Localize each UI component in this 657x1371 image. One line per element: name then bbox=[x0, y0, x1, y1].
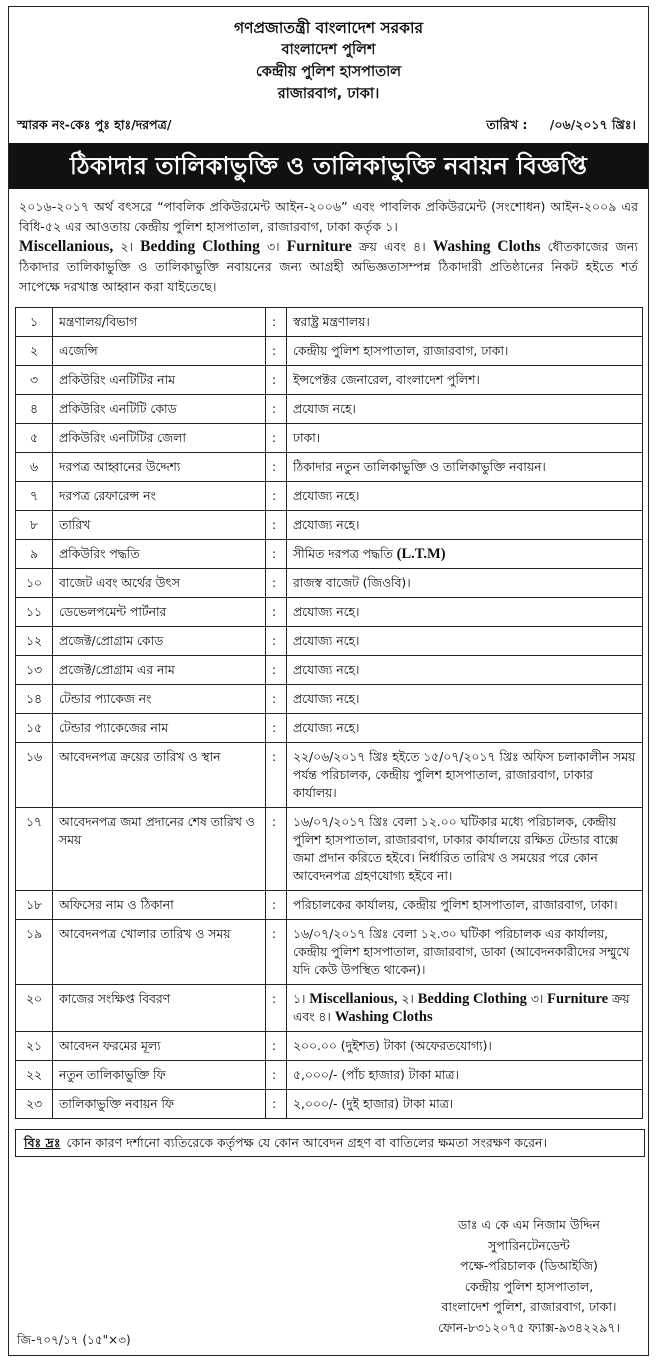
row-value-latin: (L.T.M) bbox=[396, 546, 446, 562]
table-row bbox=[16, 627, 643, 656]
work-item-4: Washing Cloths bbox=[334, 1009, 433, 1025]
row-number: ২২ bbox=[16, 1061, 53, 1090]
row-number: ১৬ bbox=[16, 743, 53, 808]
memo-row bbox=[9, 115, 648, 135]
intro-sep-2: ২। bbox=[113, 239, 141, 254]
table-row bbox=[16, 714, 643, 743]
row-number: ৮ bbox=[16, 511, 53, 540]
date-value: /০৬/২০১৭ খ্রিঃ। bbox=[549, 117, 636, 132]
row-number: ২০ bbox=[16, 985, 53, 1032]
row-number: ১৩ bbox=[16, 656, 53, 685]
table-row bbox=[16, 808, 643, 891]
work-item-2: Bedding Clothing bbox=[417, 991, 527, 1007]
note-text: কোন কারণ দর্শানো ব্যতিরেকে কর্তৃপক্ষ যে কোন আবেদন গ্রহণ বা বাতিলের ক্ষমতা সংরক্ষণ করেন। bbox=[66, 1135, 547, 1150]
intro-paragraph bbox=[9, 189, 648, 297]
table-row bbox=[16, 453, 643, 482]
signatory-title: সুপারিনটেনডেন্ট bbox=[488, 1237, 570, 1253]
row-colon: : bbox=[266, 920, 287, 985]
row-colon: : bbox=[266, 511, 287, 540]
row-label: আবেদনপত্র জমা প্রদানের শেষ তারিখ ও সময় bbox=[53, 808, 266, 891]
table-row bbox=[16, 511, 643, 540]
row-colon: : bbox=[266, 366, 287, 395]
signatory-office: কেন্দ্রীয় পুলিশ হাসপাতাল, bbox=[464, 1278, 594, 1294]
table-row bbox=[16, 656, 643, 685]
table-row bbox=[16, 366, 643, 395]
row-label: প্রজেক্ট/প্রোগ্রাম কোড bbox=[53, 627, 266, 656]
table-row bbox=[16, 743, 643, 808]
table-row bbox=[16, 395, 643, 424]
row-value: ২,০০০/- (দুই হাজার) টাকা মাত্র। bbox=[287, 1090, 643, 1119]
row-label: অফিসের নাম ও ঠিকানা bbox=[53, 891, 266, 920]
advertisement-code: জি-৭০৭/১৭ (১৫"×৩) bbox=[17, 1333, 131, 1347]
row-value: ইন্সপেক্টর জেনারেল, বাংলাদেশ পুলিশ। bbox=[287, 366, 643, 395]
row-colon: : bbox=[266, 1090, 287, 1119]
row-value: ১৬/০৭/২০১৭ খ্রিঃ বেলা ১২.০০ ঘটিকার মধ্যে পরিচালক, কেন্দ্রীয় পুলিশ হাসপাতাল, রাজারবাগ, ঢাকার কার্যালয়ে রক্ষিত টেন্ডার বাক্সে জমা প্রদান করিতে হইবে। নির্ধারিত তারিখ ও সময়ের পরে কোন আবেদনপত্র গ্রহণযোগ্য হইবে না। bbox=[287, 808, 643, 891]
row-number: ২১ bbox=[16, 1032, 53, 1061]
table-row bbox=[16, 482, 643, 511]
tender-info-table bbox=[15, 307, 643, 1119]
row-colon: : bbox=[266, 714, 287, 743]
row-value: প্রযোজ্য নহে। bbox=[287, 627, 643, 656]
row-label: দরপত্র রেফারেন্স নং bbox=[53, 482, 266, 511]
row-number: ১২ bbox=[16, 627, 53, 656]
row-label: প্রকিউরিং এনটিটির জেলা bbox=[53, 424, 266, 453]
row-value: পরিচালকের কার্যালয়, কেন্দ্রীয় পুলিশ হাসপাতাল, রাজারবাগ, ঢাকা। bbox=[287, 891, 643, 920]
location-title: রাজারবাগ, ঢাকা। bbox=[277, 86, 380, 102]
row-value: ৫,০০০/- (পাঁচ হাজার) টাকা মাত্র। bbox=[287, 1061, 643, 1090]
row-colon: : bbox=[266, 453, 287, 482]
table-row bbox=[16, 598, 643, 627]
intro-sep-3: ৩। bbox=[259, 239, 287, 254]
row-number: ১০ bbox=[16, 569, 53, 598]
row-value: ২২/০৬/২০১৭ খ্রিঃ হইতে ১৫/০৭/২০১৭ খ্রিঃ অফিস চলাকালীন সময় পর্যন্ত পরিচালক, কেন্দ্রীয় পুলিশ হাসপাতাল, রাজারবাগ, ঢাকার কার্যালয়। bbox=[287, 743, 643, 808]
row-label: প্রকিউরিং এনটিটির নাম bbox=[53, 366, 266, 395]
row-value: ঠিকাদার নতুন তালিকাভুক্তি ও তালিকাভুক্তি নবায়ন। bbox=[287, 453, 643, 482]
work-item-3: Furniture bbox=[547, 991, 609, 1007]
table-row bbox=[16, 1032, 643, 1061]
row-label: তারিখ bbox=[53, 511, 266, 540]
note-prefix: বিঃ দ্রঃ bbox=[24, 1135, 61, 1150]
row-value: স্বরাষ্ট্র মন্ত্রণালয়। bbox=[287, 308, 643, 337]
row-number: ৩ bbox=[16, 366, 53, 395]
table-row bbox=[16, 1090, 643, 1119]
work-item-prefix-2: ২। bbox=[397, 992, 418, 1006]
header bbox=[9, 7, 648, 105]
row-label: প্রকিউরিং পদ্ধতি bbox=[53, 540, 266, 569]
row-number: ১ bbox=[16, 308, 53, 337]
row-number: ১৫ bbox=[16, 714, 53, 743]
row-label: প্রজেক্ট/প্রোগ্রাম এর নাম bbox=[53, 656, 266, 685]
memo-reference: স্মারক নং-কেঃ পুঃ হাঃ/দরপত্র/ bbox=[17, 117, 172, 132]
table-row bbox=[16, 424, 643, 453]
intro-item-2: Bedding Clothing bbox=[140, 238, 260, 255]
row-label: নতুন তালিকাভুক্তি ফি bbox=[53, 1061, 266, 1090]
row-colon: : bbox=[266, 685, 287, 714]
hospital-title: কেন্দ্রীয় পুলিশ হাসপাতাল bbox=[255, 64, 402, 80]
row-colon: : bbox=[266, 808, 287, 891]
signatory-name: ডাঃ এ কে এম নিজাম উদ্দিন bbox=[458, 1217, 600, 1232]
table-row bbox=[16, 540, 643, 569]
row-number: ১১ bbox=[16, 598, 53, 627]
row-number: ৫ bbox=[16, 424, 53, 453]
row-value: রাজস্ব বাজেট (জিওবি)। bbox=[287, 569, 643, 598]
row-value: প্রযোজ্য নহে। bbox=[287, 598, 643, 627]
row-value: ১৬/০৭/২০১৭ খ্রিঃ বেলা ১২.৩০ ঘটিকা পরিচালক এর কার্যালয়, কেন্দ্রীয় পুলিশ হাসপাতাল, রাজারবাগ, ডাকা (আবেদনকারীদের সম্মুখে যদি কেউ উপস্থিত থাকেন)। bbox=[287, 920, 643, 985]
row-label: কাজের সংক্ষিপ্ত বিবরণ bbox=[53, 985, 266, 1032]
row-colon: : bbox=[266, 482, 287, 511]
table-row bbox=[16, 569, 643, 598]
department-title: বাংলাদেশ পুলিশ bbox=[281, 42, 376, 58]
row-colon: : bbox=[266, 308, 287, 337]
table-row bbox=[16, 920, 643, 985]
row-number: ২৩ bbox=[16, 1090, 53, 1119]
row-label: আবেদন ফরমের মূল্য bbox=[53, 1032, 266, 1061]
row-number: ১৯ bbox=[16, 920, 53, 985]
row-colon: : bbox=[266, 569, 287, 598]
row-value: প্রযোজ্য নহে। bbox=[287, 482, 643, 511]
table-row bbox=[16, 308, 643, 337]
intro-item-1: Miscellanious, bbox=[19, 238, 114, 255]
row-colon: : bbox=[266, 627, 287, 656]
note-box bbox=[15, 1129, 645, 1157]
row-value: সীমিত দরপত্র পদ্ধতি bbox=[293, 547, 393, 561]
work-item-1: Miscellanious, bbox=[309, 991, 398, 1007]
row-number: ৬ bbox=[16, 453, 53, 482]
row-label: আবেদনপত্র খোলার তারিখ ও সময় bbox=[53, 920, 266, 985]
work-item-prefix-1: ১। bbox=[293, 992, 310, 1006]
table-row bbox=[16, 337, 643, 366]
memo-date bbox=[486, 115, 636, 135]
row-value: প্রযোজ্য নহে। bbox=[287, 511, 643, 540]
signature-block bbox=[438, 1215, 620, 1338]
table-row bbox=[16, 1061, 643, 1090]
row-colon: : bbox=[266, 540, 287, 569]
row-label: বাজেট এবং অর্থের উৎস bbox=[53, 569, 266, 598]
intro-item-4: Washing Cloths bbox=[432, 238, 541, 255]
row-colon: : bbox=[266, 656, 287, 685]
row-value: কেন্দ্রীয় পুলিশ হাসপাতাল, রাজারবাগ, ঢাকা। bbox=[287, 337, 643, 366]
row-number: ২ bbox=[16, 337, 53, 366]
row-value: প্রযোজ্য নহে। bbox=[287, 656, 643, 685]
work-item-prefix-3: ৩। bbox=[526, 992, 548, 1006]
row-value: প্রযোজ নহে। bbox=[287, 395, 643, 424]
row-value: ঢাকা। bbox=[287, 424, 643, 453]
row-label: টেন্ডার প্যাকেজের নাম bbox=[53, 714, 266, 743]
row-colon: : bbox=[266, 891, 287, 920]
row-colon: : bbox=[266, 598, 287, 627]
row-value-items bbox=[287, 985, 643, 1032]
row-colon: : bbox=[266, 743, 287, 808]
date-label: তারিখ : bbox=[486, 117, 528, 132]
intro-text-1: ২০১৬-২০১৭ অর্থ বৎসরে “পাবলিক প্রকিউরমেন্ট আইন-২০০৬” এবং পাবলিক প্রকিউরমেন্ট (সংশোধন) আইন-২০০৯ এর বিধি-৫২ এর আওতায় কেন্দ্রীয় পুলিশ হাসপাতাল, রাজারবাগ, ঢাকা কর্তৃক ১। bbox=[19, 199, 638, 234]
government-title: গণপ্রজাতন্ত্রী বাংলাদেশ সরকার bbox=[233, 19, 424, 37]
row-label: আবেদনপত্র ক্রয়ের তারিখ ও স্থান bbox=[53, 743, 266, 808]
row-colon: : bbox=[266, 424, 287, 453]
signatory-address: বাংলাদেশ পুলিশ, রাজারবাগ, ঢাকা। bbox=[441, 1299, 617, 1314]
row-number: ৯ bbox=[16, 540, 53, 569]
notice-page bbox=[8, 6, 649, 1356]
table-row bbox=[16, 891, 643, 920]
row-label: এজেন্সি bbox=[53, 337, 266, 366]
row-label: ডেভেলপমেন্ট পার্টনার bbox=[53, 598, 266, 627]
signatory-contact: ফোন-৮৩১২০৭৫ ফ্যাক্স-৯৩৪২২৯৭। bbox=[437, 1319, 620, 1335]
row-colon: : bbox=[266, 1032, 287, 1061]
row-label: তালিকাভুক্তি নবায়ন ফি bbox=[53, 1090, 266, 1119]
row-value: প্রযোজ্য নহে। bbox=[287, 714, 643, 743]
row-label: টেন্ডার প্যাকেজ নং bbox=[53, 685, 266, 714]
row-colon: : bbox=[266, 985, 287, 1032]
table-row bbox=[16, 685, 643, 714]
row-value: ২০০.০০ (দুইশত) টাকা (অফেরতযোগ্য)। bbox=[287, 1032, 643, 1061]
row-number: ১৪ bbox=[16, 685, 53, 714]
row-number: ১৭ bbox=[16, 808, 53, 891]
row-number: ৭ bbox=[16, 482, 53, 511]
row-value: প্রযোজ্য নহে। bbox=[287, 685, 643, 714]
work-item-prefix-4: ক্রয় এবং ৪। bbox=[293, 992, 630, 1024]
table-row bbox=[16, 985, 643, 1032]
row-colon: : bbox=[266, 395, 287, 424]
intro-sep-4: ক্রয় এবং ৪। bbox=[351, 239, 433, 254]
row-label: দরপত্র আহ্বানের উদ্দেশ্য bbox=[53, 453, 266, 482]
row-value-container bbox=[287, 540, 643, 569]
intro-text-2: ধৌতকাজের জন্য ঠিকাদার তালিকাভুক্তি ও তালিকাভুক্তি নবায়নের জন্য আগ্রহী অভিজ্ঞতাসম্পন্ন ঠিকাদারী প্রতিষ্ঠানের নিকট হইতে শর্ত সাপেক্ষে দরখাস্ত আহ্বান করা যাইতেছে। bbox=[19, 239, 639, 294]
row-number: ৪ bbox=[16, 395, 53, 424]
row-colon: : bbox=[266, 337, 287, 366]
signatory-on-behalf: পক্ষে-পরিচালক (ডিআইজি) bbox=[460, 1258, 598, 1273]
notice-title: ঠিকাদার তালিকাভুক্তি ও তালিকাভুক্তি নবায়ন বিজ্ঞপ্তি bbox=[9, 143, 648, 189]
intro-item-3: Furniture bbox=[286, 238, 352, 255]
row-colon: : bbox=[266, 1061, 287, 1090]
row-number: ১৮ bbox=[16, 891, 53, 920]
row-label: প্রকিউরিং এনটিটি কোড bbox=[53, 395, 266, 424]
row-label: মন্ত্রণালয়/বিভাগ bbox=[53, 308, 266, 337]
